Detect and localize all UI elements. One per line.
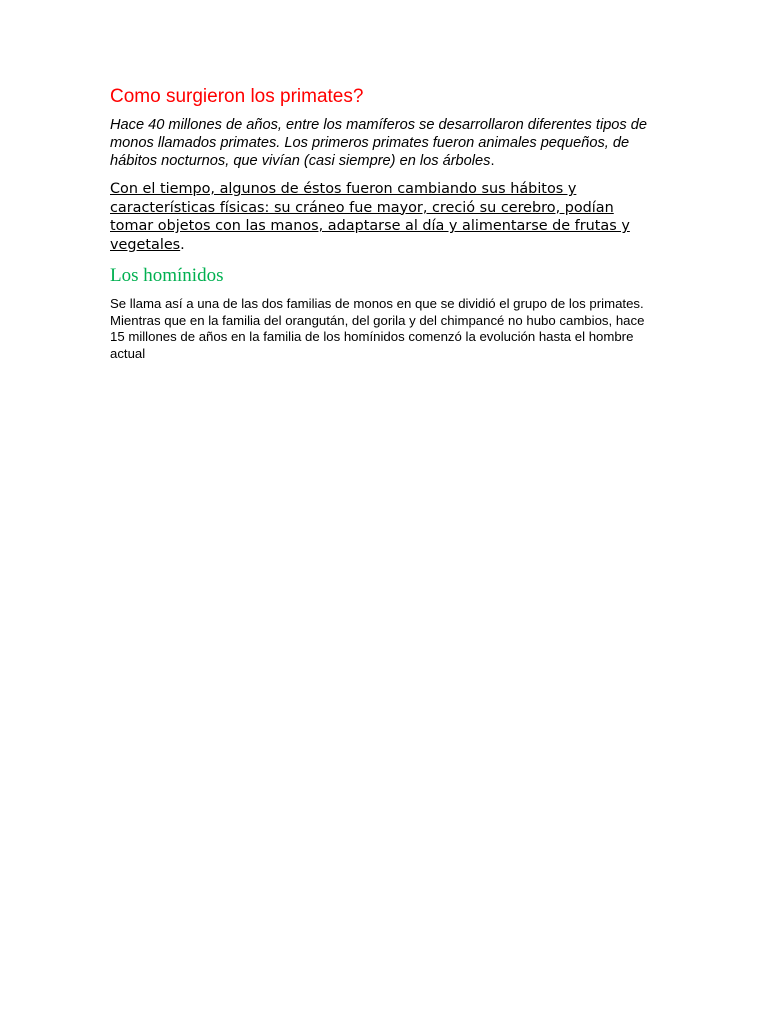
paragraph-intro-period: . xyxy=(490,153,495,169)
heading-primates: Como surgieron los primates? xyxy=(110,86,364,107)
paragraph-intro-text: Hace 40 millones de años, entre los mamíferos se desarrollaron diferentes tipos de monos llamados primates. Los primeros primates fueron animales pequeños, de hábitos nocturnos, que vivían (casi siempre) en los árboles xyxy=(110,117,648,169)
paragraph-changes-period: . xyxy=(180,236,185,253)
paragraph-hominids: Se llama así a una de las dos familias de monos en que se dividió el grupo de los primates. Mientras que en la familia del orangután, del gorila y del chimpancé no hubo cambios, hace 15 millones de años en la familia de los homínidos comenzó la evolución hasta el hombre actual xyxy=(110,296,645,361)
paragraph-changes-text: Con el tiempo, algunos de éstos fueron cambiando sus hábitos y características físicas: su cráneo fue mayor, creció su cerebro, podían tomar objetos con las manos, adaptarse al día y alimentarse de frutas y vegetales xyxy=(110,181,630,253)
document-page xyxy=(110,84,658,362)
heading-hominids: Los homínidos xyxy=(110,265,224,286)
paragraph-changes xyxy=(110,180,658,254)
paragraph-intro xyxy=(110,116,658,170)
